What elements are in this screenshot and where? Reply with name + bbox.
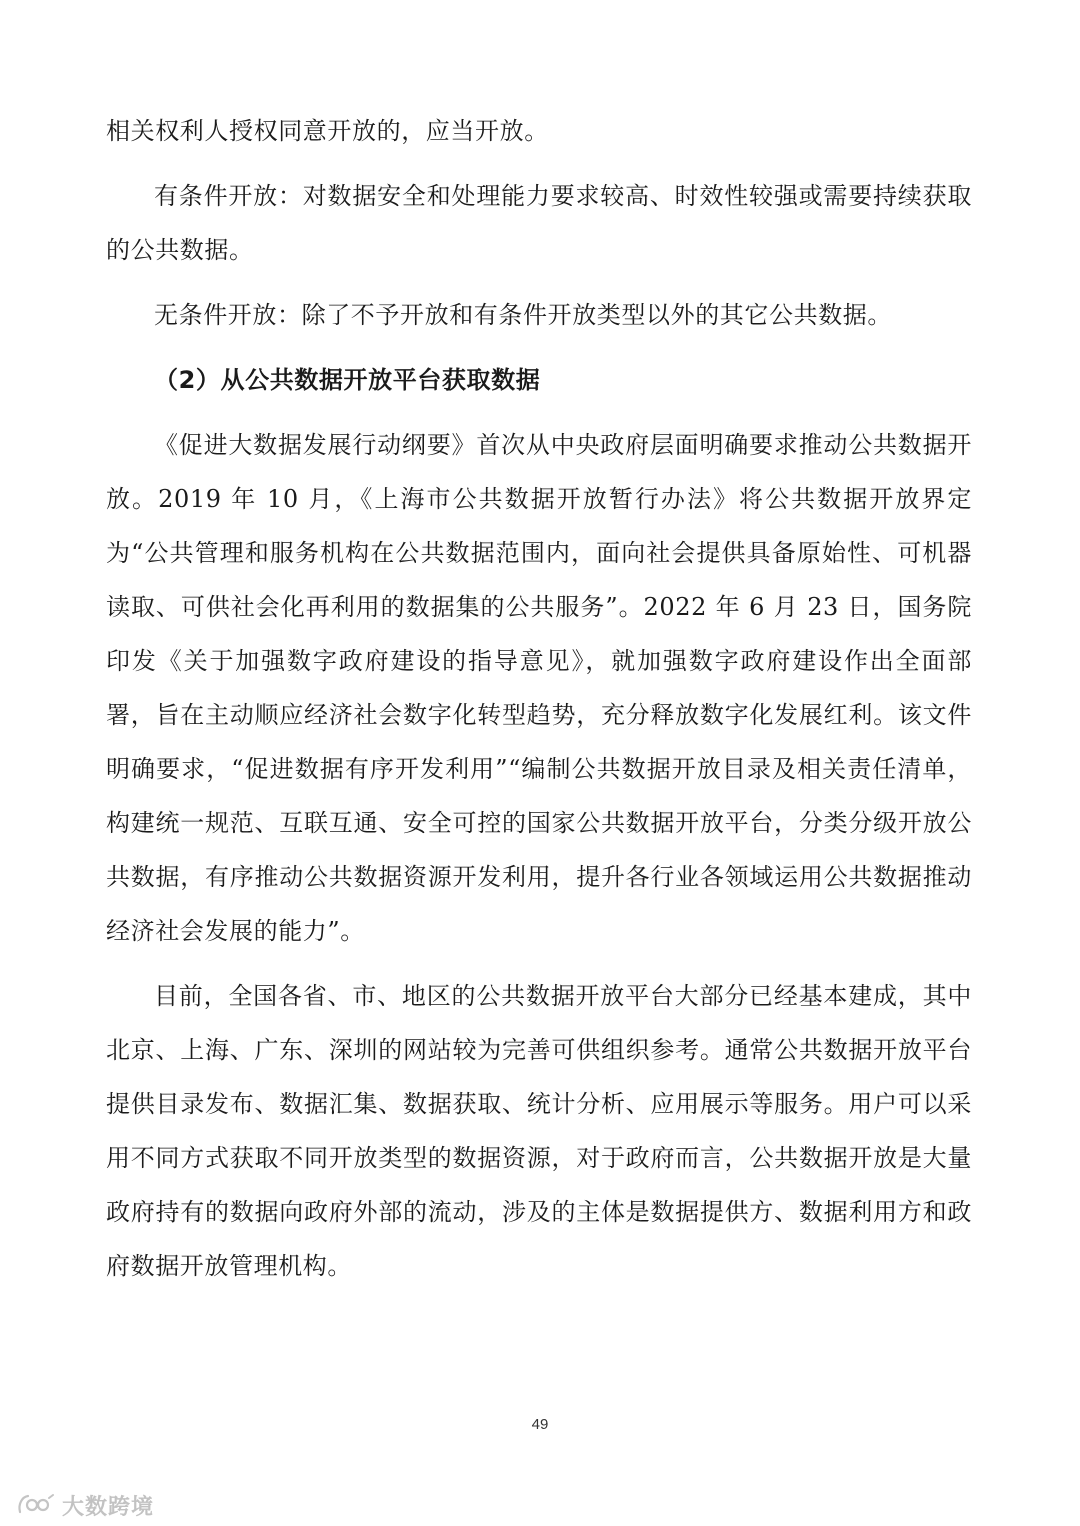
watermark [16,1490,154,1520]
paragraph-policy: 《促进大数据发展行动纲要》首次从中央政府层面明确要求推动公共数据开放。2019 年 10 月，《上海市公共数据开放暂行办法》将公共数据开放界定为“公共管理和服务机构在公共数据范围内，面向社会提供具备原始性、可机器读取、可供社会化再利用的数据集的公共服务”。2022 年 6 月 23 日，国务院印发《关于加强数字政府建设的指导意见》，就加强数字政府建设作出全面部署，旨在主动顺应经济社会数字化转型趋势，充分释放数字化发展红利。该文件明确要求，“促进数据有序开发利用”“编制公共数据开放目录及相关责任清单，构建统一规范、互联互通、安全可控的国家公共数据开放平台，分类分级开放公共数据，有序推动公共数据资源开发利用，提升各行业各领域运用公共数据推动经济社会发展的能力”。 [106,431,972,945]
paragraph-conditional-open: 有条件开放：对数据安全和处理能力要求较高、时效性较强或需要持续获取的公共数据。 [106,182,972,264]
section-heading: （2）从公共数据开放平台获取数据 [154,366,541,394]
body-text [106,104,972,1293]
watermark-text: 大数跨境 [62,1494,155,1520]
paragraph-continuation: 相关权利人授权同意开放的，应当开放。 [106,117,549,145]
paragraph-unconditional-open: 无条件开放：除了不予开放和有条件开放类型以外的其它公共数据。 [154,301,892,329]
watermark-logo-icon [16,1492,56,1518]
page-number: 49 [531,1416,549,1433]
paragraph-platforms: 目前，全国各省、市、地区的公共数据开放平台大部分已经基本建成，其中北京、上海、广东、深圳的网站较为完善可供组织参考。通常公共数据开放平台提供目录发布、数据汇集、数据获取、统计分析、应用展示等服务。用户可以采用不同方式获取不同开放类型的数据资源，对于政府而言，公共数据开放是大量政府持有的数据向政府外部的流动，涉及的主体是数据提供方、数据利用方和政府数据开放管理机构。 [106,982,972,1280]
